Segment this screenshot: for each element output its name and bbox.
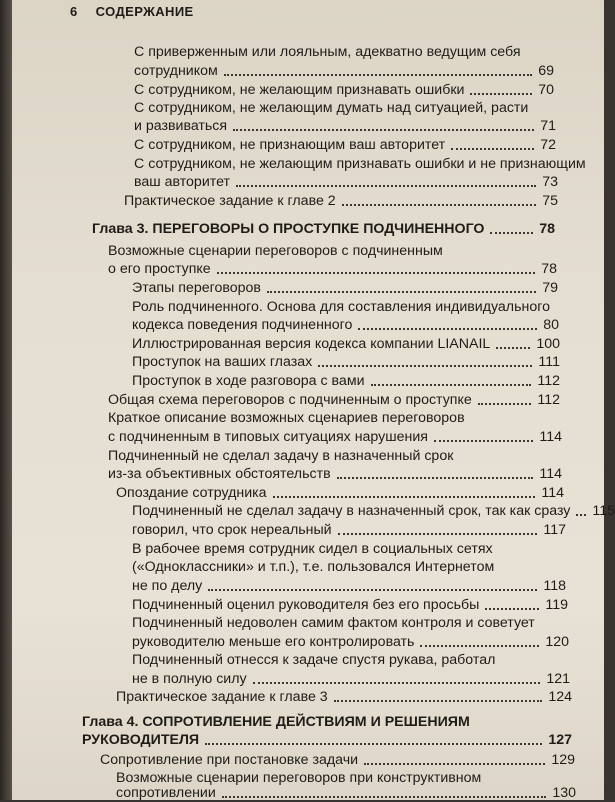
toc-entry-text: из-за объективных обстоятельств [108, 466, 331, 482]
toc-entry [132, 317, 559, 334]
toc-entry [116, 689, 572, 706]
running-header [70, 4, 194, 19]
toc-entry [134, 174, 558, 191]
toc-entry-text: Подчиненный не сделал задачу в назначенный срок, так как сразу [132, 503, 571, 519]
toc-page-number: 114 [539, 466, 562, 482]
toc-page-number: 129 [551, 752, 575, 768]
toc-entry [100, 752, 575, 769]
toc-entry [132, 354, 560, 371]
book-spine-shadow [0, 0, 12, 800]
dot-leader [434, 440, 533, 442]
dot-leader [490, 232, 533, 234]
toc-entry-text: сотрудником [134, 63, 218, 79]
toc-entry-text: Возможные сценарии переговоров с подчиненным [108, 243, 443, 259]
toc-entry-text: С сотрудником, не признающим ваш авторитет [134, 137, 446, 153]
toc-page-number: 100 [536, 336, 560, 352]
toc-entry-text: о его проступке [108, 261, 211, 277]
toc-entry-text: Опоздание сотрудника [116, 485, 267, 501]
toc-page-number: 80 [543, 317, 559, 333]
toc-entry-text: не по делу [132, 578, 203, 594]
toc-entry-text: Сопротивление при постановке задачи [100, 752, 359, 768]
toc-entry [132, 373, 560, 390]
dot-leader [371, 384, 532, 386]
toc-page-number: 73 [542, 174, 558, 190]
toc-entry-text: Этапы переговоров [132, 280, 261, 296]
dot-leader [236, 185, 536, 187]
toc-page-number: 79 [542, 280, 558, 296]
toc-entry [116, 785, 576, 802]
toc-entry-text: Краткое описание возможных сценариев переговоров [108, 410, 465, 426]
toc-entry [132, 671, 570, 688]
toc-page-number: 78 [539, 221, 555, 237]
toc-entry [134, 137, 556, 154]
toc-entry [132, 503, 615, 520]
toc-page-number: 75 [542, 193, 558, 209]
toc-page-number: 124 [548, 689, 572, 705]
toc-page-number: 121 [546, 671, 570, 687]
toc-entry-text: Практическое задание к главе 2 [124, 193, 336, 209]
dot-leader [338, 533, 538, 535]
toc-page-number: 72 [540, 137, 556, 153]
page-number: 6 [70, 4, 78, 19]
toc-entry [134, 118, 556, 135]
toc-entry-text: Подчиненный отнесся к задаче спустя рукава, работал [132, 652, 496, 668]
toc-page-number: 115 [592, 503, 615, 519]
dot-leader [420, 645, 539, 647]
toc-page-number: 114 [541, 485, 564, 501]
chapter-title: РУКОВОДИТЕЛЯ [82, 732, 200, 748]
toc-entry-text: Проступок на ваших глазах [132, 354, 313, 370]
dot-leader [222, 796, 547, 798]
toc-entry-text: Возможные сценарии переговоров при конструктивном [116, 770, 482, 786]
chapter-title: Глава 3. ПЕРЕГОВОРЫ О ПРОСТУПКЕ ПОДЧИНЕННОГО [92, 221, 485, 237]
dot-leader [217, 272, 536, 274]
toc-page-number: 130 [552, 785, 576, 801]
toc-entry-text: Подчиненный не сделал задачу в назначенный срок [108, 448, 454, 464]
toc-entry-text: В рабочее время сотрудник сидел в социальных сетях [132, 541, 493, 557]
toc-entry [124, 193, 558, 210]
dot-leader [267, 291, 536, 293]
toc-page-number: 120 [545, 634, 569, 650]
dot-leader [364, 763, 545, 765]
toc-entry [108, 392, 560, 409]
toc-entry [108, 466, 562, 483]
toc-entry [132, 336, 560, 353]
toc-entry-text: ваш авторитет [134, 174, 231, 190]
dot-leader [576, 514, 586, 516]
toc-page-number: 69 [538, 63, 554, 79]
dot-leader [233, 129, 534, 131]
toc-entry-text: («Одноклассники» и т.п.), т.е. пользовался Интернетом [132, 559, 495, 575]
toc-entry-text: с подчиненным в типовых ситуациях нарушения [108, 429, 428, 445]
dot-leader [253, 682, 541, 684]
toc-entry-text: Иллюстрированная версия кодекса компании LIANAIL [132, 336, 491, 352]
dot-leader [273, 496, 536, 498]
toc-page-number: 127 [548, 732, 572, 748]
toc-entry-text: С приверженным или лояльным, адекватно ведущим себя [134, 44, 521, 60]
toc-page-number: 71 [540, 118, 556, 134]
dot-leader [205, 743, 542, 745]
toc-entry-text: С сотрудником, не желающим признавать ошибки [134, 82, 465, 98]
toc-entry [116, 485, 564, 502]
toc-page-number: 78 [541, 261, 557, 277]
toc-entry [132, 578, 566, 595]
dot-leader [208, 589, 537, 591]
dot-leader [485, 608, 539, 610]
toc-entry-text: Роль подчиненного. Основа для составления индивидуального [132, 299, 550, 315]
toc-page-number: 70 [538, 82, 554, 98]
dot-leader [342, 204, 537, 206]
toc-entry-text: Общая схема переговоров с подчиненным о проступке [108, 392, 472, 408]
toc-entry-text: Подчиненный оценил руководителя без его просьбы [132, 597, 480, 613]
toc-entry-text: кодекса поведения подчиненного [132, 317, 353, 333]
toc-page-number: 111 [538, 354, 560, 370]
toc-entry [132, 597, 568, 614]
dot-leader [334, 700, 543, 702]
toc-page-number: 117 [543, 522, 566, 538]
toc-entry-text: не в полную силу [132, 671, 247, 687]
toc-page-number: 114 [539, 429, 562, 445]
dot-leader [224, 74, 532, 76]
dot-leader [470, 93, 532, 95]
toc-page-number: 118 [543, 578, 566, 594]
toc-entry-text: говорил, что срок нереальный [132, 522, 332, 538]
toc-entry-text: руководителю меньше его контролировать [132, 634, 415, 650]
dot-leader [318, 365, 532, 367]
toc-entry [108, 261, 557, 278]
toc-entry-text: сопротивлении [116, 785, 216, 801]
toc-page-number: 119 [545, 597, 568, 613]
book-page [12, 0, 615, 801]
dot-leader [358, 328, 537, 330]
toc-entry-text: Проступок в ходе разговора с вами [132, 373, 365, 389]
toc-entry-text: С сотрудником, не желающим думать над ситуацией, расти [134, 100, 529, 116]
toc-entry [134, 63, 554, 80]
toc-entry [132, 280, 558, 297]
chapter-heading [82, 732, 572, 749]
toc-page-number: 112 [537, 373, 560, 389]
toc-entry-text: Практическое задание к главе 3 [116, 689, 328, 705]
dot-leader [451, 148, 534, 150]
toc-entry-text: Подчиненный недоволен самим фактом контроля и советует [132, 615, 535, 631]
toc-entry-text: и развиваться [134, 118, 228, 134]
toc-page-number: 112 [537, 392, 560, 408]
dot-leader [478, 403, 532, 405]
running-title: СОДЕРЖАНИЕ [95, 4, 194, 19]
toc-entry [108, 429, 562, 446]
dot-leader [496, 347, 530, 349]
dot-leader [337, 477, 534, 479]
chapter-heading [92, 221, 555, 238]
toc-entry [134, 82, 554, 99]
toc-entry [132, 634, 569, 651]
toc-entry-text: С сотрудником, не желающим признавать ошибки и не признающим [134, 156, 586, 172]
toc-entry [132, 522, 566, 539]
chapter-title: Глава 4. СОПРОТИВЛЕНИЕ ДЕЙСТВИЯМ И РЕШЕНИЯМ [82, 714, 470, 730]
